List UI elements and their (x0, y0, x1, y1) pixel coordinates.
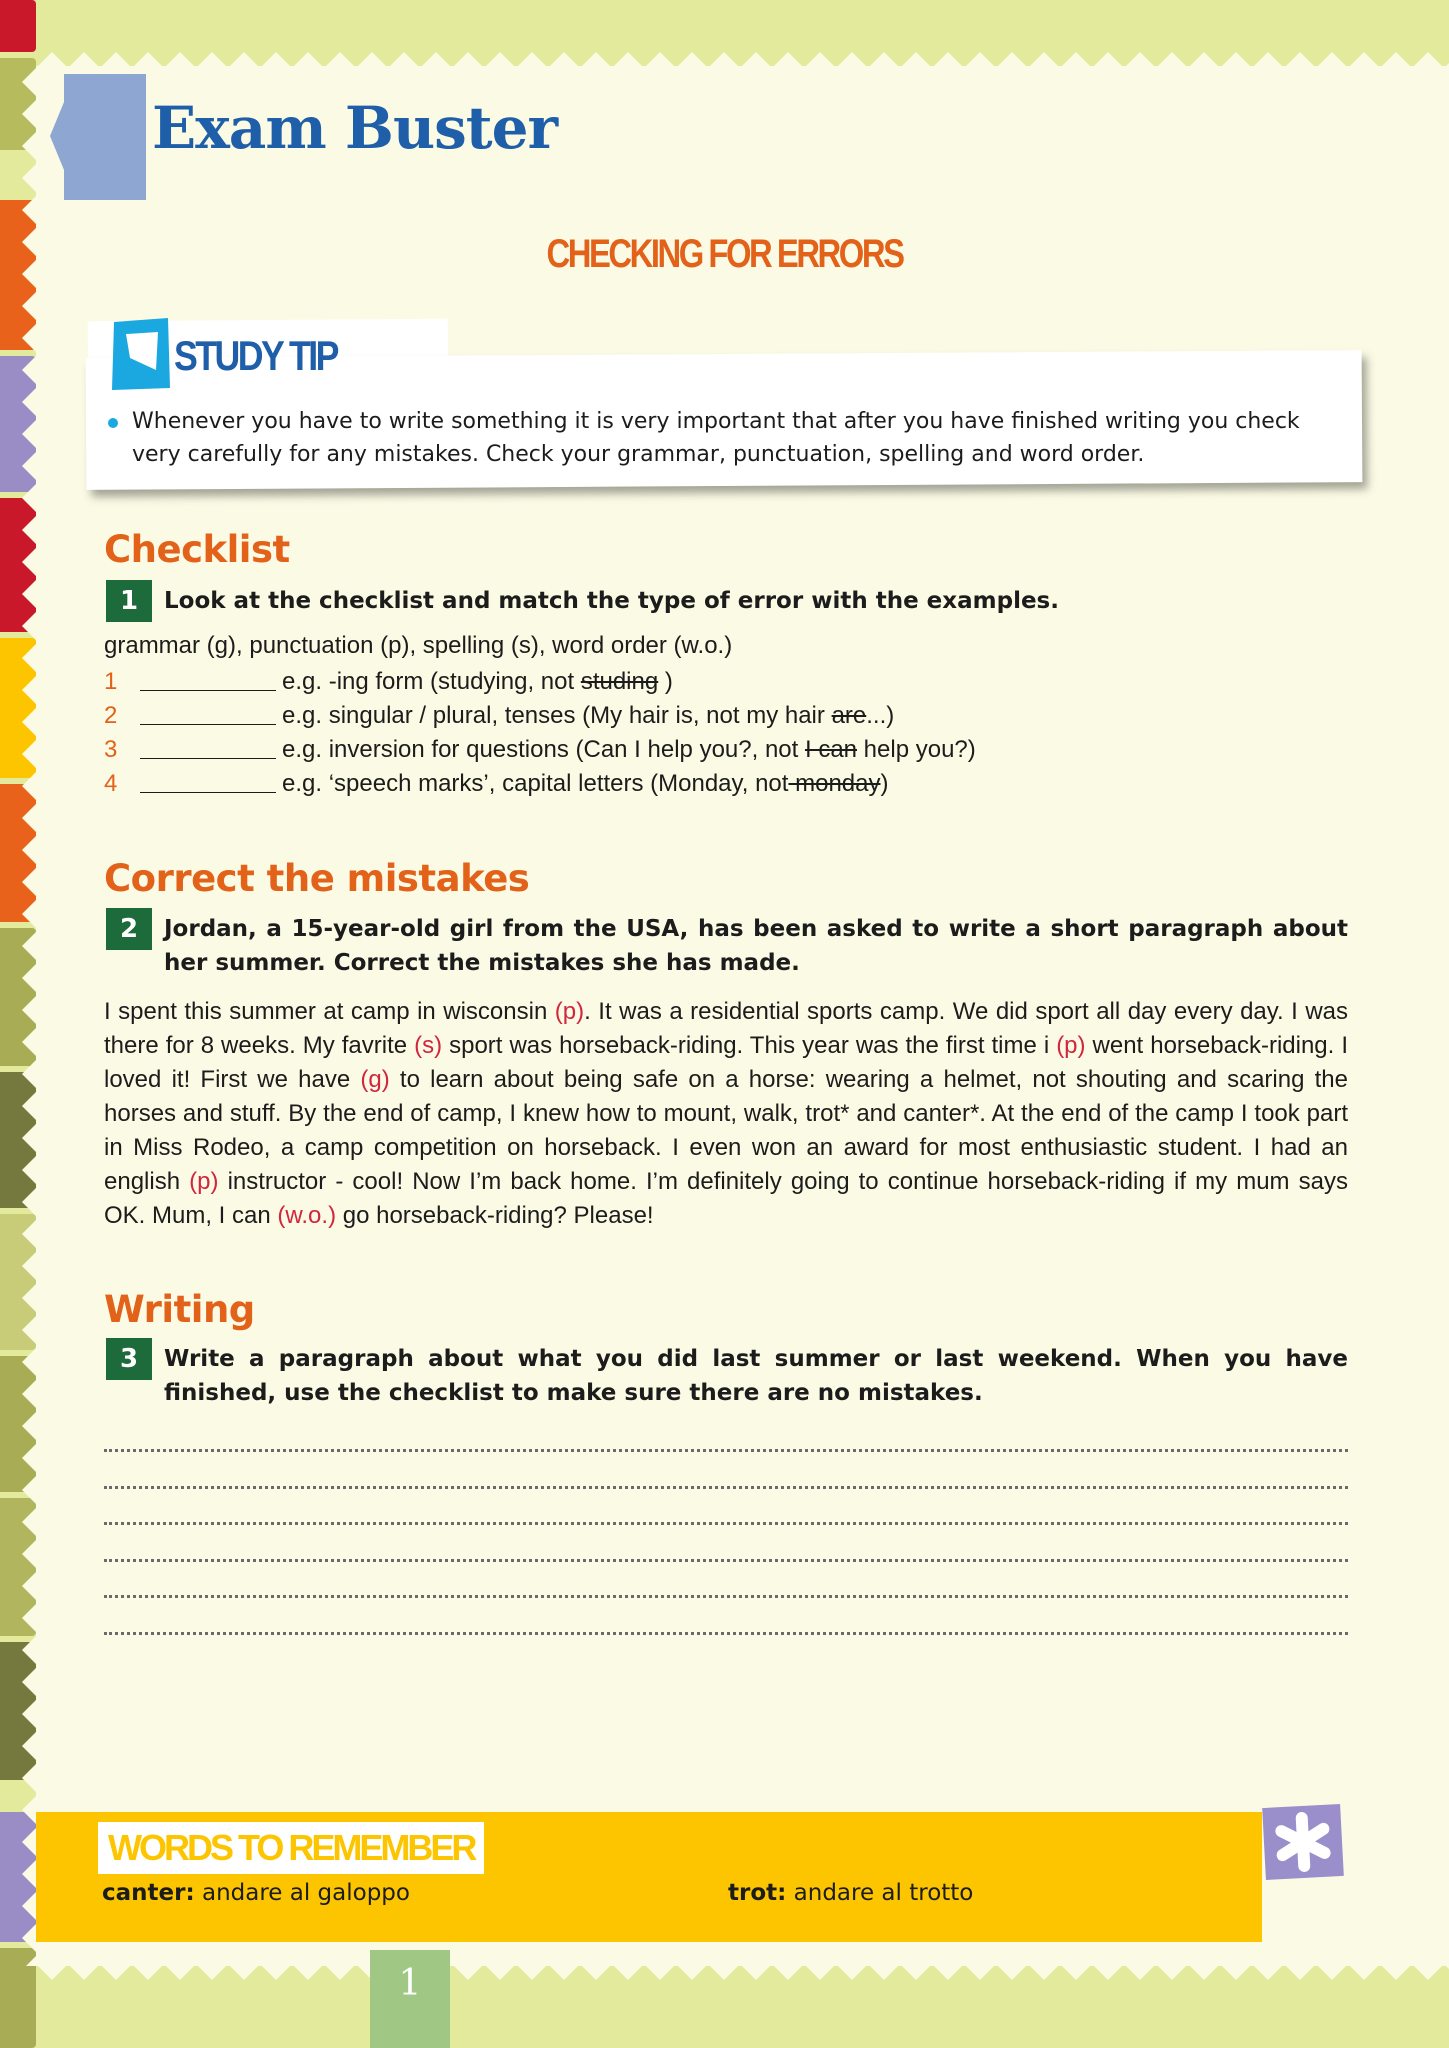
study-tip-icon (110, 318, 172, 392)
vocab-entry-trot (728, 1880, 973, 1906)
paragraph-text: instructor - cool! Now I’m back home. I’m definitely going to continue horseback-riding if my mum says OK. Mum, I can (104, 1168, 1348, 1229)
writing-line[interactable] (104, 1522, 1348, 1525)
error-marker: (p) (1056, 1032, 1086, 1059)
answer-blank[interactable] (140, 668, 276, 691)
error-marker: (w.o.) (277, 1202, 337, 1229)
error-marker: (p) (554, 998, 585, 1025)
title-banner-flag (50, 74, 146, 200)
writing-line[interactable] (104, 1595, 1348, 1598)
paragraph-text: sport was horseback-riding. This year was the first time i (442, 1032, 1057, 1059)
checklist-instruction: Look at the checklist and match the type of error with the examples. (164, 588, 1059, 614)
checklist-item (104, 733, 976, 767)
struck-example: studing (580, 668, 659, 695)
asterisk-icon (1262, 1804, 1344, 1880)
checklist-item (104, 665, 673, 699)
error-marker: (p) (189, 1168, 219, 1195)
item-text-end: ) (880, 770, 889, 797)
checklist-item (104, 699, 894, 733)
item-text-end: ) (658, 668, 673, 695)
item-number: 3 (104, 736, 118, 763)
jordan-paragraph (104, 995, 1348, 1233)
item-text: e.g. -ing form (studying, not (282, 668, 581, 695)
vocab-word: canter: (102, 1880, 195, 1906)
answer-blank[interactable] (140, 770, 276, 793)
writing-line[interactable] (104, 1449, 1348, 1452)
vocab-meaning: andare al trotto (786, 1880, 974, 1906)
struck-example: I can (804, 736, 858, 763)
paragraph-text: go horseback-riding? Please! (336, 1202, 654, 1229)
item-text: e.g. ‘speech marks’, capital letters (Monday, not (282, 770, 789, 797)
mistakes-heading: Correct the mistakes (104, 857, 530, 900)
vocab-entry-canter (102, 1880, 410, 1906)
asterisk-icon-box (1262, 1804, 1344, 1880)
paragraph-text: to learn about being safe on a horse: wearing a helmet, not shouting and scaring the horses and stuff. By the end of camp, I knew how to mount, walk, trot* and canter*. At the end of the camp I took part in Miss Rodeo, a camp competition on horseback. I even won an award for most enthusiastic student. I had an english (104, 1066, 1348, 1195)
exercise-number-3: 3 (106, 1338, 152, 1380)
item-text: e.g. singular / plural, tenses (My hair is, not my hair (282, 702, 832, 729)
error-marker: (s) (414, 1032, 443, 1059)
error-marker: (g) (360, 1066, 390, 1093)
paragraph-text: I spent this summer at camp in wisconsin (104, 998, 555, 1025)
item-text: e.g. inversion for questions (Can I help you?, not (282, 736, 805, 763)
checklist-heading: Checklist (104, 528, 290, 571)
writing-instruction: Write a paragraph about what you did last summer or last weekend. When you have finished, use the checklist to make sure there are no mistakes. (164, 1346, 1348, 1406)
answer-blank[interactable] (140, 736, 276, 759)
paragraph-text: . It was a residential sports camp. We did sport all day every day. I was there for 8 weeks. My favrite (104, 998, 1348, 1059)
writing-line[interactable] (104, 1632, 1348, 1635)
bullet-icon (108, 418, 118, 428)
item-text-end: ...) (866, 702, 895, 729)
study-tip-title: STUDY TIP (174, 332, 337, 379)
answer-blank[interactable] (140, 702, 276, 725)
exercise-number-1: 1 (106, 580, 152, 622)
exercise-number-2: 2 (106, 908, 152, 950)
paragraph-text: went horseback-riding. I loved it! First we have (104, 1032, 1348, 1093)
struck-example: are (831, 702, 867, 729)
item-number: 2 (104, 702, 118, 729)
writing-line[interactable] (104, 1559, 1348, 1562)
item-text-end: help you?) (857, 736, 976, 763)
words-to-remember-label: WORDS TO REMEMBER (98, 1822, 484, 1874)
vocab-word: trot: (728, 1880, 787, 1906)
tab-red (0, 0, 36, 52)
item-number: 4 (104, 770, 118, 797)
vocab-meaning: andare al galoppo (194, 1880, 410, 1906)
page-subtitle: CHECKING FOR ERRORS (546, 232, 903, 276)
struck-example: monday (788, 770, 881, 797)
bottom-zigzag-edge (36, 1964, 1449, 1982)
writing-heading: Writing (104, 1288, 255, 1331)
page-title: Exam Buster (152, 94, 558, 162)
item-number: 1 (104, 668, 118, 695)
writing-line[interactable] (104, 1486, 1348, 1489)
mistakes-instruction: Jordan, a 15-year-old girl from the USA, has been asked to write a short paragraph about her summer. Correct the mistakes she has made. (164, 916, 1348, 976)
page-number: 1 (370, 1950, 450, 2048)
study-tip-text: Whenever you have to write something it is very important that after you have finished writing you check very carefully for any mistakes. Check your grammar, punctuation, spelling and word order. (132, 409, 1300, 467)
left-zigzag-edge (20, 66, 38, 1966)
checklist-item (104, 767, 889, 801)
checklist-legend: grammar (g), punctuation (p), spelling (s), word order (w.o.) (104, 632, 733, 659)
top-zigzag-edge (36, 50, 1449, 68)
